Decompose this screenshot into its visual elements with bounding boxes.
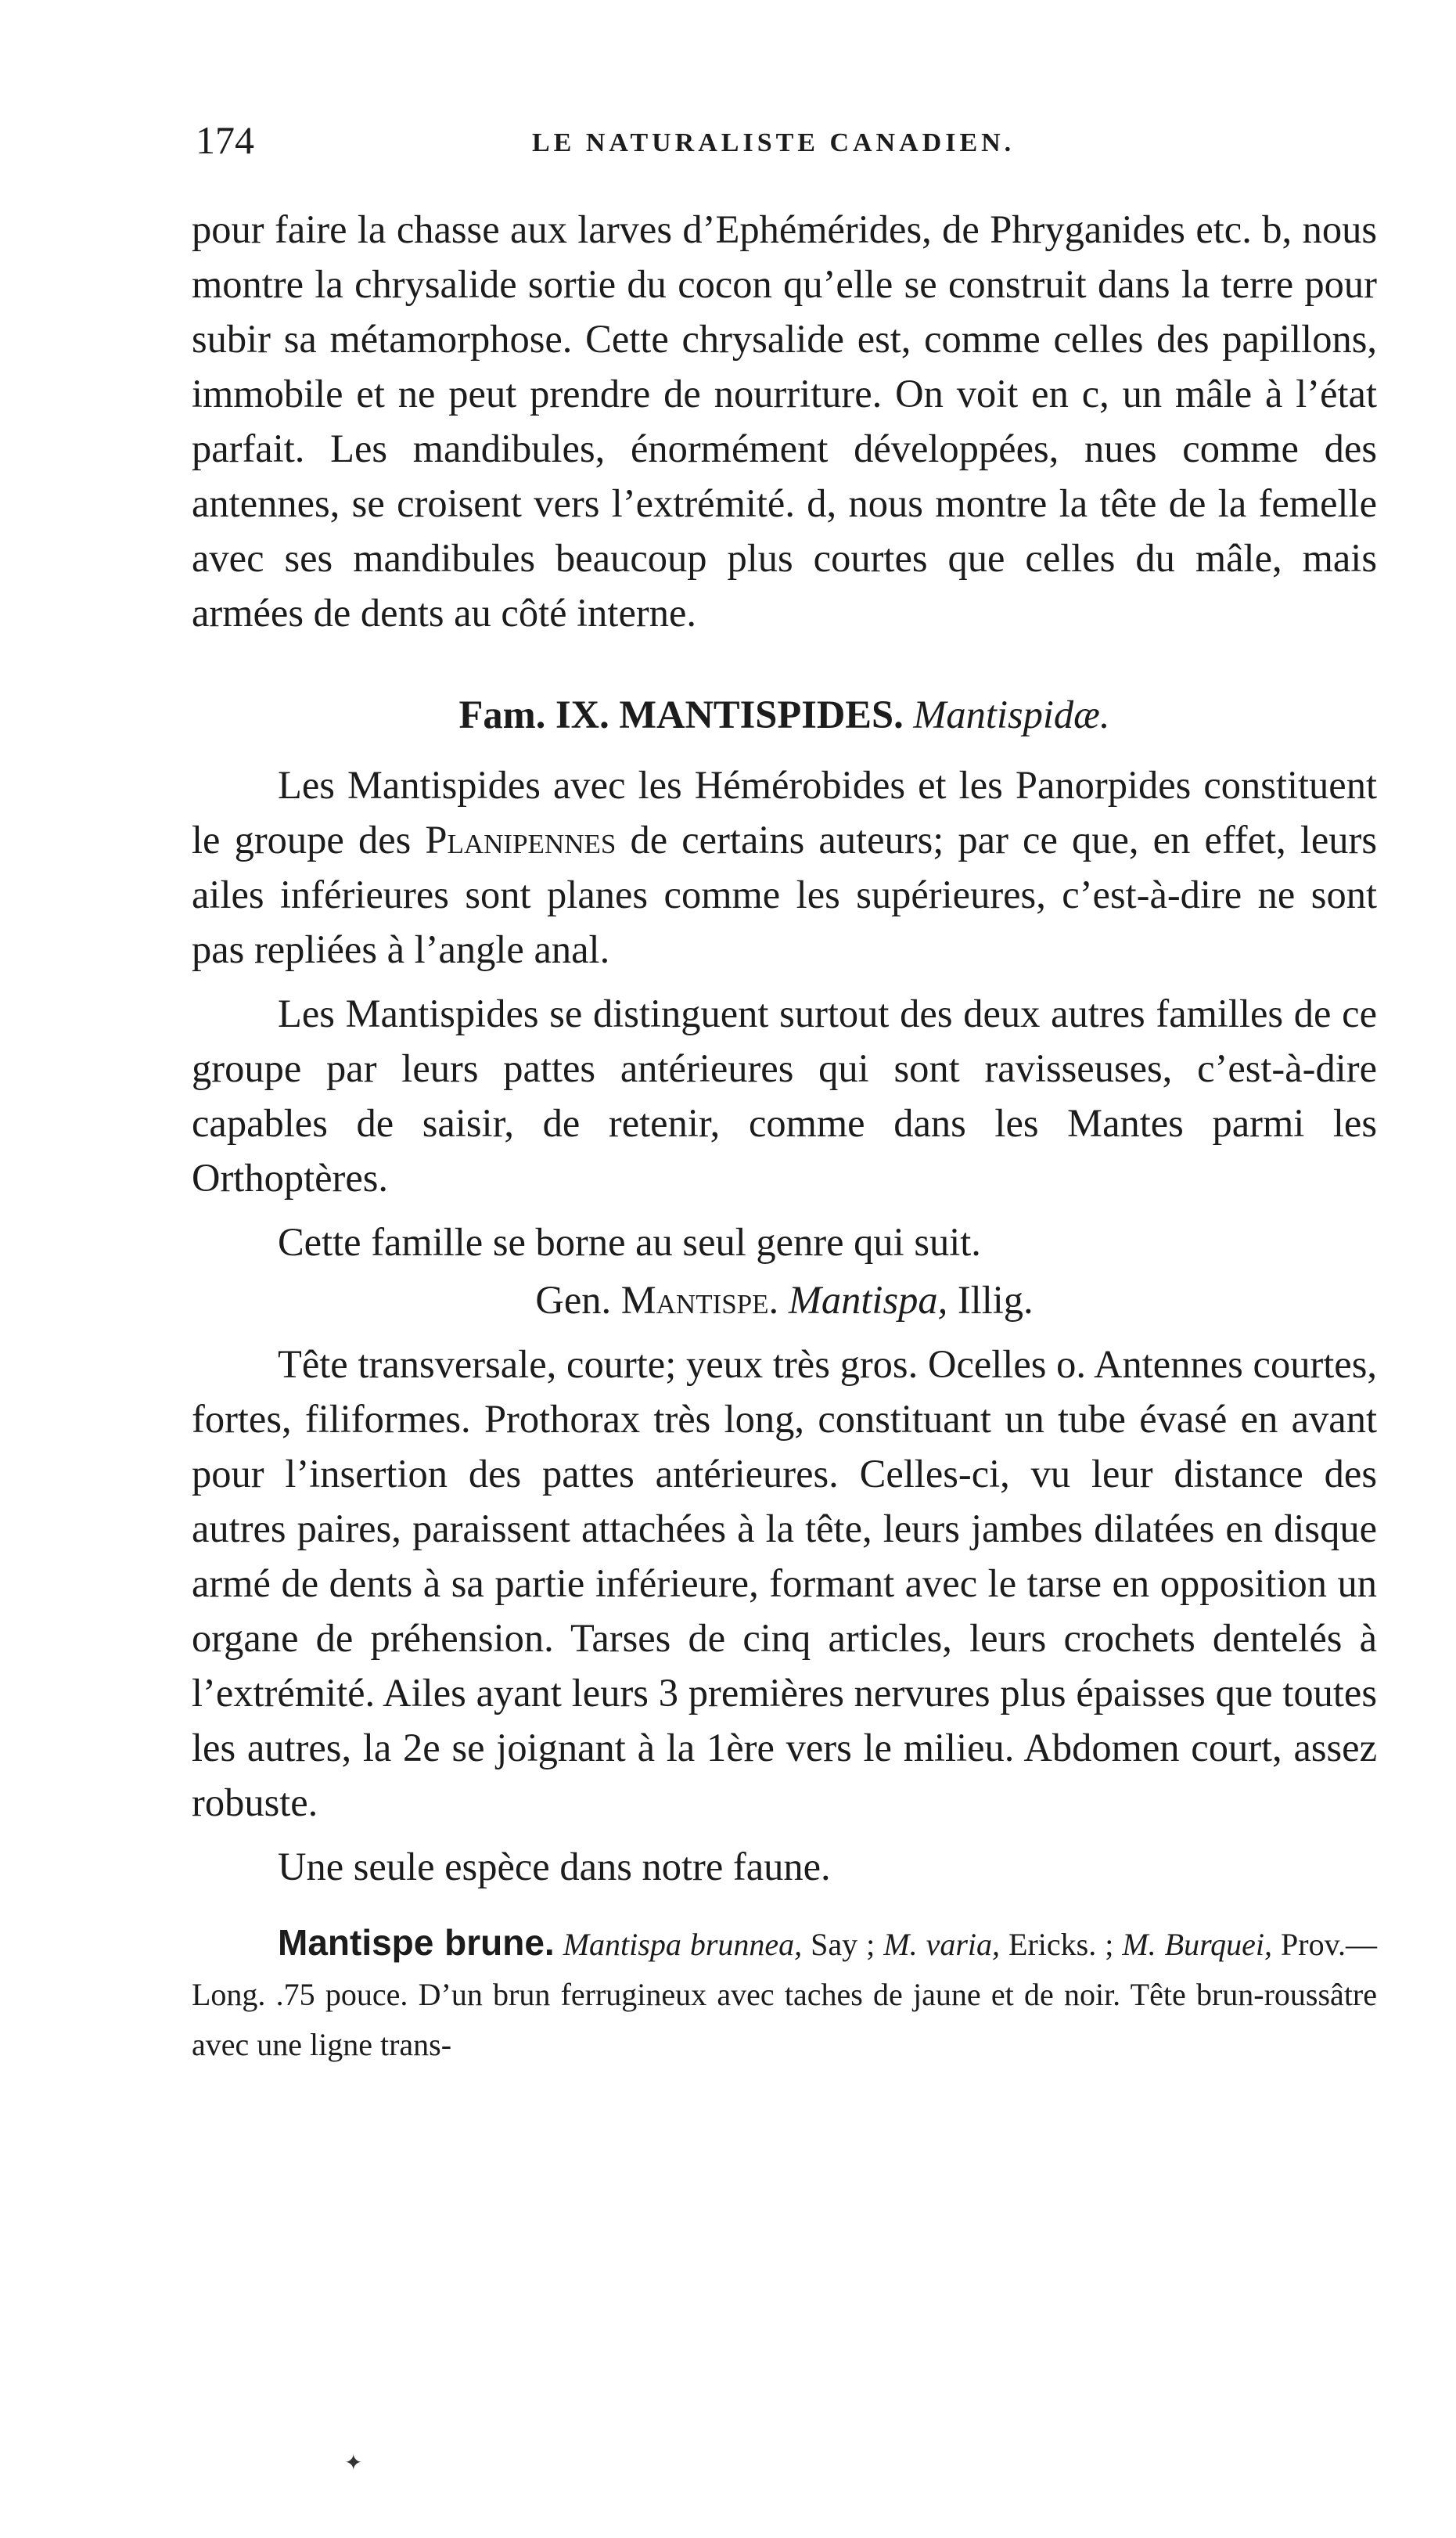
species-common-name: Mantispe brune.: [278, 1922, 555, 1963]
family-latin-name: Mantispidæ.: [913, 693, 1110, 736]
species-text-1: Say ;: [802, 1927, 884, 1962]
genus-author: Illig.: [947, 1278, 1034, 1322]
family-title: Fam. IX. MANTISPIDES.: [458, 693, 904, 736]
genus-prefix: Gen.: [535, 1278, 621, 1322]
family-intro-end: de certains auteurs; par ce que, en effet, leurs ailes inférieures sont planes comme les supérieures, c’est-à-dire ne sont pas repliées à l’angle anal.: [192, 818, 1377, 971]
species-text-3: Prov.—Long. .75 pouce. D’un brun ferrugineux avec taches de jaune et de noir. Tête brun-roussâtre avec une ligne trans-: [192, 1927, 1377, 2062]
paragraph-larva-description: pour faire la chasse aux larves d’Ephémérides, de Phryganides etc. b, nous montre la chrysalide sortie du cocon qu’elle se construit dans la terre pour subir sa métamorphose. Cette chrysalide est, comme celles des papillons, immobile et ne peut prendre de nourriture. On voit en c, un mâle à l’état parfait. Les mandibules, énormément développées, nues comme des antennes, se croisent vers l’extrémité. d, nous montre la tête de la femelle avec ses mandibules beaucoup plus courtes que celles du mâle, mais armées de dents au côté interne.: [192, 207, 1377, 635]
family-heading: [192, 687, 1377, 742]
genus-name: Mantispe.: [620, 1278, 779, 1322]
species-latin-1: Mantispa brunnea,: [563, 1927, 803, 1962]
paragraph-family-genus-note: Cette famille se borne au seul genre qui suit.: [278, 1220, 981, 1264]
page-number: 174: [196, 118, 254, 162]
genus-heading: [192, 1273, 1377, 1327]
species-entry: [192, 1917, 1377, 2070]
planipennes-term: Planipennes: [425, 818, 617, 862]
ink-speck: ✦: [344, 2451, 363, 2475]
paragraph-species-count: Une seule espèce dans notre faune.: [278, 1845, 831, 1888]
body-text: [192, 202, 1377, 2070]
species-text-2: Ericks. ;: [1000, 1927, 1123, 1962]
family-intro-start: Les Mantispides avec les Hémérobides et les Panorpides constituent le groupe des: [192, 763, 1377, 862]
genus-latin-name: Mantispa,: [788, 1278, 948, 1322]
paragraph-genus-description: Tête transversale, courte; yeux très gros. Ocelles o. Antennes courtes, fortes, filiformes. Prothorax très long, constituant un tube évasé en avant pour l’insertion des pattes antérieures. Celles-ci, vu leur distance des autres paires, paraissent attachées à la tête, leurs jambes dilatées en disque armé de dents à sa partie inférieure, formant avec le tarse en opposition un organe de préhension. Tarses de cinq articles, leurs crochets dentelés à l’extrémité. Ailes ayant leurs 3 premières nervures plus épaisses que toutes les autres, la 2e se joignant à la 1ère vers le milieu. Abdomen court, assez robuste.: [192, 1342, 1377, 1824]
page-header: [196, 117, 1369, 172]
running-title: LE NATURALISTE CANADIEN.: [532, 128, 1016, 157]
species-latin-2: M. varia,: [883, 1927, 1001, 1962]
paragraph-family-distinction: Les Mantispides se distinguent surtout des deux autres familles de ce groupe par leurs pattes antérieures qui sont ravisseuses, c’est-à-dire capables de saisir, de retenir, comme dans les Mantes parmi les Orthoptères.: [192, 992, 1377, 1200]
species-latin-3: M. Burquei,: [1122, 1927, 1273, 1962]
paragraph-family-intro: [192, 758, 1377, 977]
